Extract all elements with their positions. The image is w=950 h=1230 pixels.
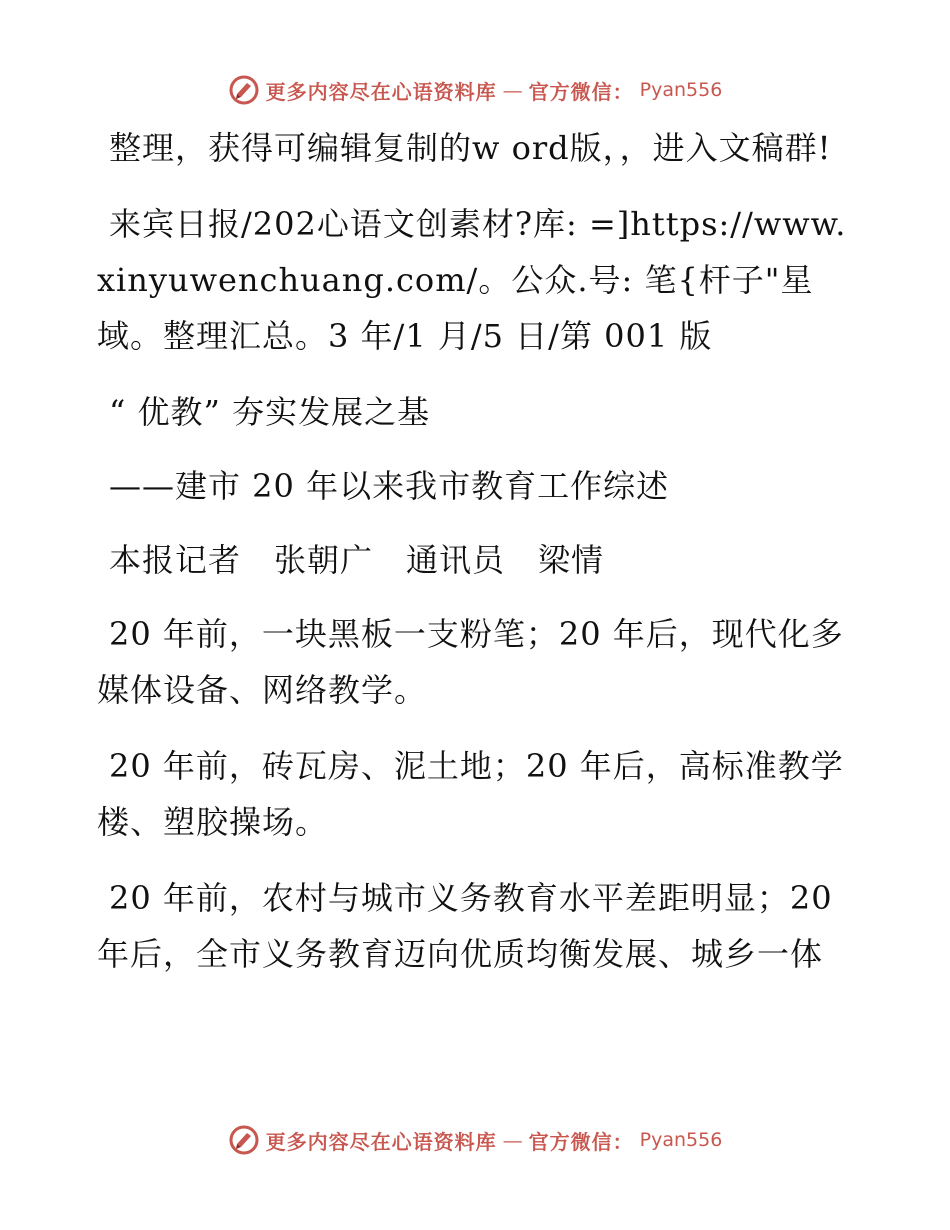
header-wechat-label: 官方微信： — [528, 79, 634, 104]
document-body — [97, 120, 857, 1002]
paragraph-source: 来宾日报/202心语文创素材?库: =]https://www.xinyuwenchuang.com/。公众.号: 笔{杆子"星域。整理汇总。3 年/1 月/5 日/第 001 版 — [97, 205, 847, 355]
footer-wechat-id: Pyan556 — [639, 1129, 723, 1151]
article-byline: 本报记者 张朝广 通讯员 梁情 — [109, 541, 605, 579]
footer-dash: — — [502, 1128, 523, 1152]
header-slogan: 更多内容尽在心语资料库 — [265, 79, 497, 104]
paragraph-intro: 整理，获得可编辑复制的w ord版，，进入文稿群! — [109, 129, 832, 167]
footer-wechat-label: 官方微信： — [528, 1129, 634, 1154]
brand-logo-icon — [228, 74, 260, 106]
header-wechat-id: Pyan556 — [639, 79, 723, 101]
article-title: “ 优教” 夯实发展之基 — [109, 393, 431, 431]
paragraph-body-3: 20 年前，农村与城市义务教育水平差距明显；20 年后，全市义务教育迈向优质均衡发展、城乡一体 — [97, 879, 833, 973]
paragraph-body-2: 20 年前，砖瓦房、泥土地；20 年后，高标准教学楼、塑胶操场。 — [97, 747, 844, 841]
brand-logo-icon — [228, 1124, 260, 1156]
footer-slogan: 更多内容尽在心语资料库 — [265, 1129, 497, 1154]
footer-banner — [0, 1120, 950, 1160]
header-dash: — — [502, 78, 523, 102]
article-subtitle: ——建市 20 年以来我市教育工作综述 — [109, 467, 670, 505]
header-banner — [0, 70, 950, 110]
paragraph-body-1: 20 年前，一块黑板一支粉笔；20 年后，现代化多媒体设备、网络教学。 — [97, 615, 844, 709]
